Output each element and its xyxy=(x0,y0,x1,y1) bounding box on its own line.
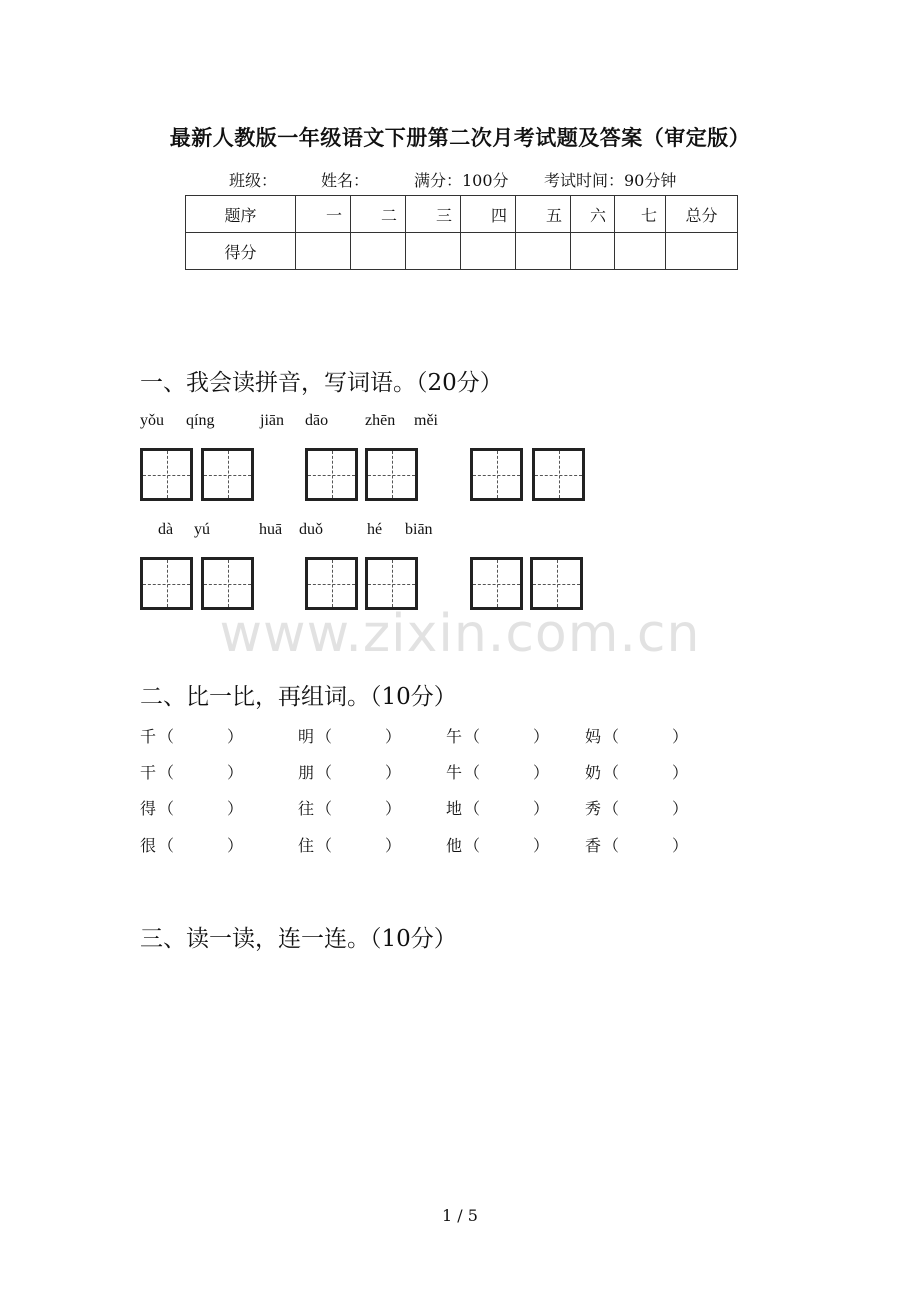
section2-heading: 二、比一比，再组词。（10分） xyxy=(140,684,457,710)
close-paren: ） xyxy=(533,763,550,782)
score-input-cell[interactable] xyxy=(615,233,666,270)
open-paren: （ xyxy=(158,799,175,818)
pinyin-syllable: qíng xyxy=(186,412,215,429)
word-answer-blank[interactable] xyxy=(332,724,386,744)
open-paren: （ xyxy=(603,763,620,782)
name-label: 姓名： xyxy=(321,171,370,190)
writing-grid-box[interactable] xyxy=(305,557,358,610)
open-paren: （ xyxy=(464,727,481,746)
close-paren: ） xyxy=(672,727,689,746)
compare-character: 很 xyxy=(140,836,157,855)
close-paren: ） xyxy=(227,763,244,782)
close-paren: ） xyxy=(672,799,689,818)
open-paren: （ xyxy=(316,727,333,746)
score-table-score-row xyxy=(186,233,738,270)
pinyin-syllable: biān xyxy=(405,521,433,538)
exam-time: 考试时间：90分钟 xyxy=(544,171,677,190)
open-paren: （ xyxy=(464,799,481,818)
writing-grid-box[interactable] xyxy=(201,557,254,610)
word-answer-blank[interactable] xyxy=(174,724,228,744)
class-label: 班级： xyxy=(229,171,278,190)
pinyin-syllable: huā xyxy=(259,521,283,538)
score-table-header-row xyxy=(186,196,738,233)
score-header-cell: 四 xyxy=(461,196,516,233)
page-title: 最新人教版一年级语文下册第二次月考试题及答案（审定版） xyxy=(169,125,751,150)
word-answer-blank[interactable] xyxy=(332,796,386,816)
close-paren: ） xyxy=(533,727,550,746)
word-answer-blank[interactable] xyxy=(174,833,228,853)
open-paren: （ xyxy=(603,836,620,855)
compare-character: 千 xyxy=(140,727,157,746)
word-answer-blank[interactable] xyxy=(480,833,534,853)
compare-character: 明 xyxy=(298,727,315,746)
pinyin-syllable: yǒu xyxy=(140,412,164,429)
compare-character: 朋 xyxy=(298,763,315,782)
compare-character: 地 xyxy=(446,799,463,818)
word-answer-blank[interactable] xyxy=(480,796,534,816)
close-paren: ） xyxy=(227,727,244,746)
open-paren: （ xyxy=(464,763,481,782)
open-paren: （ xyxy=(603,727,620,746)
word-answer-blank[interactable] xyxy=(174,760,228,780)
pinyin-syllable: dà xyxy=(158,521,174,538)
score-header-cell: 七 xyxy=(615,196,666,233)
pinyin-syllable: duǒ xyxy=(299,521,323,538)
score-input-cell[interactable] xyxy=(571,233,615,270)
compare-character: 午 xyxy=(446,727,463,746)
writing-grid-box[interactable] xyxy=(530,557,583,610)
compare-character: 得 xyxy=(140,799,157,818)
close-paren: ） xyxy=(385,763,402,782)
score-header-cell: 二 xyxy=(351,196,406,233)
writing-grid-box[interactable] xyxy=(305,448,358,501)
score-input-cell[interactable] xyxy=(461,233,516,270)
close-paren: ） xyxy=(533,836,550,855)
close-paren: ） xyxy=(385,727,402,746)
compare-character: 香 xyxy=(585,836,602,855)
close-paren: ） xyxy=(385,799,402,818)
close-paren: ） xyxy=(227,799,244,818)
close-paren: ） xyxy=(672,763,689,782)
score-header-cell: 三 xyxy=(406,196,461,233)
close-paren: ） xyxy=(672,836,689,855)
pinyin-syllable: zhēn xyxy=(365,412,396,429)
writing-grid-box[interactable] xyxy=(140,557,193,610)
open-paren: （ xyxy=(158,836,175,855)
score-input-cell[interactable] xyxy=(406,233,461,270)
pinyin-syllable: hé xyxy=(367,521,383,538)
writing-grid-box[interactable] xyxy=(140,448,193,501)
score-input-cell[interactable] xyxy=(666,233,738,270)
score-row-label: 得分 xyxy=(186,233,296,270)
compare-character: 妈 xyxy=(585,727,602,746)
word-answer-blank[interactable] xyxy=(480,760,534,780)
word-answer-blank[interactable] xyxy=(332,760,386,780)
open-paren: （ xyxy=(158,763,175,782)
close-paren: ） xyxy=(385,836,402,855)
close-paren: ） xyxy=(533,799,550,818)
close-paren: ） xyxy=(227,836,244,855)
open-paren: （ xyxy=(316,763,333,782)
section1-heading: 一、我会读拼音，写词语。（20分） xyxy=(140,370,503,396)
word-answer-blank[interactable] xyxy=(619,833,673,853)
pinyin-syllable: dāo xyxy=(305,412,329,429)
pinyin-syllable: jiān xyxy=(260,412,284,429)
word-answer-blank[interactable] xyxy=(332,833,386,853)
compare-character: 往 xyxy=(298,799,315,818)
compare-character: 他 xyxy=(446,836,463,855)
compare-character: 干 xyxy=(140,763,157,782)
writing-grid-box[interactable] xyxy=(470,557,523,610)
open-paren: （ xyxy=(603,799,620,818)
score-header-cell: 一 xyxy=(296,196,351,233)
full-score: 满分：100分 xyxy=(414,171,509,190)
open-paren: （ xyxy=(158,727,175,746)
word-answer-blank[interactable] xyxy=(619,796,673,816)
compare-character: 奶 xyxy=(585,763,602,782)
score-input-cell[interactable] xyxy=(516,233,571,270)
open-paren: （ xyxy=(464,836,481,855)
score-header-cell: 题序 xyxy=(186,196,296,233)
word-answer-blank[interactable] xyxy=(480,724,534,744)
open-paren: （ xyxy=(316,836,333,855)
score-table xyxy=(185,195,738,270)
writing-grid-box[interactable] xyxy=(365,448,418,501)
section3-heading: 三、读一读，连一连。（10分） xyxy=(140,926,457,952)
open-paren: （ xyxy=(316,799,333,818)
word-answer-blank[interactable] xyxy=(619,724,673,744)
score-input-cell[interactable] xyxy=(351,233,406,270)
score-header-cell: 五 xyxy=(516,196,571,233)
word-answer-blank[interactable] xyxy=(619,760,673,780)
score-header-cell: 总分 xyxy=(666,196,738,233)
pinyin-syllable: měi xyxy=(414,412,438,429)
page-number: 1 / 5 xyxy=(442,1206,478,1225)
score-input-cell[interactable] xyxy=(296,233,351,270)
writing-grid-box[interactable] xyxy=(201,448,254,501)
watermark: www.zixin.com.cn xyxy=(219,604,701,664)
writing-grid-box[interactable] xyxy=(365,557,418,610)
compare-character: 秀 xyxy=(585,799,602,818)
word-answer-blank[interactable] xyxy=(174,796,228,816)
pinyin-syllable: yú xyxy=(194,521,210,538)
writing-grid-box[interactable] xyxy=(470,448,523,501)
writing-grid-box[interactable] xyxy=(532,448,585,501)
compare-character: 牛 xyxy=(446,763,463,782)
score-header-cell: 六 xyxy=(571,196,615,233)
compare-character: 住 xyxy=(298,836,315,855)
